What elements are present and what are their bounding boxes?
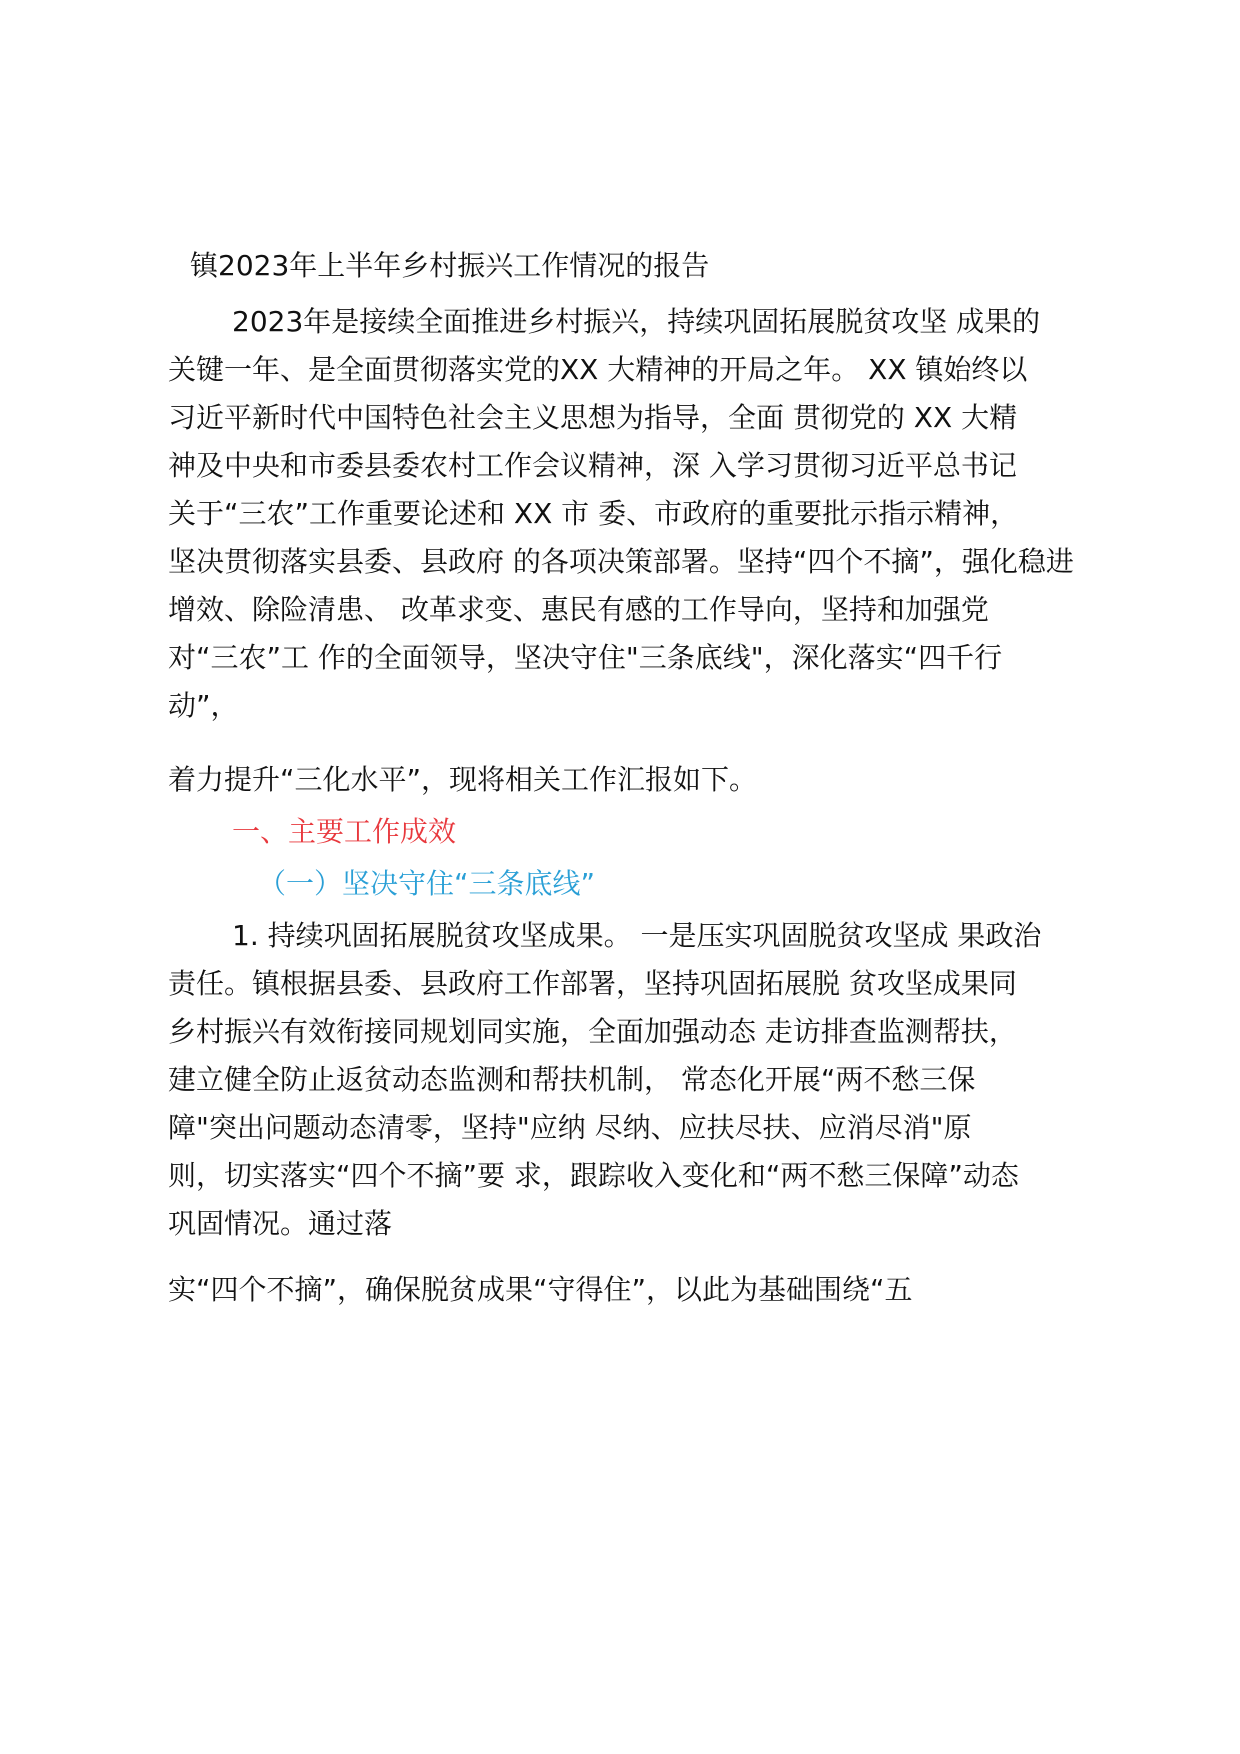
paragraph-line: 坚决贯彻落实县委、县政府 的各项决策部署。坚持“四个不摘”，强化稳进 <box>168 545 1074 578</box>
paragraph-line: 动”， <box>168 689 239 722</box>
paragraph-line: 则，切实落实“四个不摘”要 求，跟踪收入变化和“两不愁三保障”动态 <box>168 1159 1019 1192</box>
paragraph-line: 1. 持续巩固拓展脱贫攻坚成果。 一是压实巩固脱贫攻坚成 果政治 <box>232 919 1042 952</box>
paragraph-line: 实“四个不摘”，确保脱贫成果“守得住”，以此为基础围绕“五 <box>168 1273 913 1306</box>
paragraph-line: 关于“三农”工作重要论述和 XX 市 委、市政府的重要批示指示精神， <box>168 497 1019 530</box>
paragraph-line: 对“三农”工 作的全面领导，坚决守住"三条底线"，深化落实“四千行 <box>168 641 1003 674</box>
intro-tail-paragraph <box>168 756 1098 804</box>
section-heading: 一、主要工作成效 <box>232 815 457 848</box>
paragraph-line: 巩固情况。通过落 <box>168 1207 393 1240</box>
paragraph-line: 习近平新时代中国特色社会主义思想为指导，全面 贯彻党的 XX 大精 <box>168 401 1018 434</box>
paragraph-line: 2023年是接续全面推进乡村振兴，持续巩固拓展脱贫攻坚 成果的 <box>232 305 1041 338</box>
document-title: 镇2023年上半年乡村振兴工作情况的报告 <box>190 249 710 282</box>
paragraph-line: 神及中央和市委县委农村工作会议精神，深 入学习贯彻习近平总书记 <box>168 449 1017 482</box>
paragraph-line: 障"突出问题动态清零，坚持"应纳 尽纳、应扶尽扶、应消尽消"原 <box>168 1111 972 1144</box>
item-1-tail-paragraph <box>168 1266 1098 1314</box>
subsection-heading: （一）坚决守住“三条底线” <box>258 867 596 900</box>
paragraph-line: 增效、除险清患、 改革求变、惠民有感的工作导向，坚持和加强党 <box>168 593 989 626</box>
paragraph-line: 责任。镇根据县委、县政府工作部署，坚持巩固拓展脱 贫攻坚成果同 <box>168 967 1017 1000</box>
item-1-paragraph <box>168 912 1098 1248</box>
paragraph-line: 关键一年、是全面贯彻落实党的XX 大精神的开局之年。 XX 镇始终以 <box>168 353 1028 386</box>
intro-paragraph <box>168 298 1098 730</box>
paragraph-line: 着力提升“三化水平”，现将相关工作汇报如下。 <box>168 763 758 796</box>
paragraph-line: 乡村振兴有效衔接同规划同实施，全面加强动态 走访排查监测帮扶， <box>168 1015 1017 1048</box>
paragraph-line: 建立健全防止返贫动态监测和帮扶机制， 常态化开展“两不愁三保 <box>168 1063 976 1096</box>
